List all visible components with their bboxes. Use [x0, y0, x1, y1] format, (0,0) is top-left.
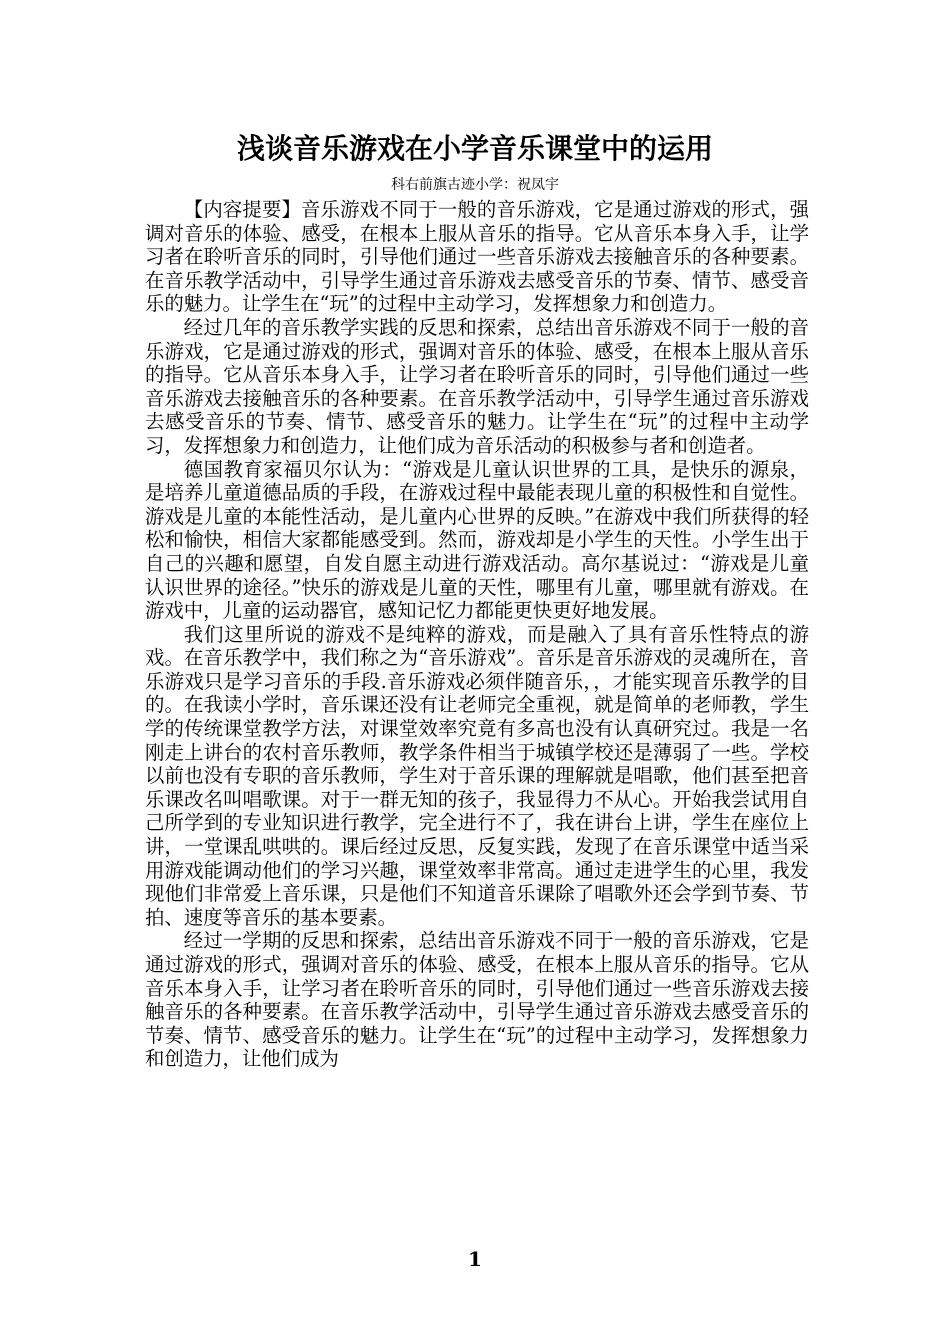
paragraph-abstract: 【内容提要】音乐游戏不同于一般的音乐游戏，它是通过游戏的形式，强调对音乐的体验、感受，在根本上服从音乐的指导。它从音乐本身入手，让学习者在聆听音乐的同时，引导他们通过一些音乐游戏去接触音乐的各种要素。在音乐教学活动中，引导学生通过音乐游戏去感受音乐的节奏、情节、感受音乐的魅力。让学生在“玩”的过程中主动学习，发挥想象力和创造力。 [145, 198, 809, 316]
paragraph: 经过几年的音乐教学实践的反思和探索，总结出音乐游戏不同于一般的音乐游戏，它是通过游戏的形式，强调对音乐的体验、感受，在根本上服从音乐的指导。它从音乐本身入手，让学习者在聆听音乐的同时，引导他们通过一些音乐游戏去接触音乐的各种要素。在音乐教学活动中，引导学生通过音乐游戏去感受音乐的节奏、情节、感受音乐的魅力。让学生在“玩”的过程中主动学习，发挥想象力和创造力，让他们成为音乐活动的积极参与者和创造者。 [145, 315, 809, 457]
document-title: 浅谈音乐游戏在小学音乐课堂中的运用 [236, 132, 713, 165]
document-author: 科右前旗古迹小学：祝凤宇 [391, 177, 559, 193]
paragraph: 经过一学期的反思和探索，总结出音乐游戏不同于一般的音乐游戏，它是通过游戏的形式，强调对音乐的体验、感受，在根本上服从音乐的指导。它从音乐本身入手，让学习者在聆听音乐的同时，引导他们通过一些音乐游戏去接触音乐的各种要素。在音乐教学活动中，引导学生通过音乐游戏去感受音乐的节奏、情节、感受音乐的魅力。让学生在“玩”的过程中主动学习，发挥想象力和创造力，让他们成为 [145, 929, 809, 1071]
paragraph: 我们这里所说的游戏不是纯粹的游戏，而是融入了具有音乐性特点的游戏。在音乐教学中，我们称之为“音乐游戏”。音乐是音乐游戏的灵魂所在，音乐游戏只是学习音乐的手段.音乐游戏必须伴随音乐，，才能实现音乐教学的目的。在我读小学时，音乐课还没有让老师完全重视，就是简单的老师教，学生学的传统课堂教学方法，对课堂效率究竟有多高也没有认真研究过。我是一名刚走上讲台的农村音乐教师，教学条件相当于城镇学校还是薄弱了一些。学校以前也没有专职的音乐教师，学生对于音乐课的理解就是唱歌，他们甚至把音乐课改名叫唱歌课。对于一群无知的孩子，我显得力不从心。开始我尝试用自己所学到的专业知识进行教学，完全进行不了，我在讲台上讲，学生在座位上讲，一堂课乱哄哄的。课后经过反思，反复实践，发现了在音乐课堂中适当采用游戏能调动他们的学习兴趣，课堂效率非常高。通过走进学生的心里，我发现他们非常爱上音乐课，只是他们不知道音乐课除了唱歌外还会学到节奏、节拍、速度等音乐的基本要素。 [145, 622, 809, 929]
document-body [145, 198, 809, 1071]
paragraph: 德国教育家福贝尔认为：“游戏是儿童认识世界的工具，是快乐的源泉，是培养儿童道德品质的手段，在游戏过程中最能表现儿童的积极性和自觉性。游戏是儿童的本能性活动，是儿童内心世界的反映。”在游戏中我们所获得的轻松和愉快，相信大家都能感受到。然而，游戏却是小学生的天性。小学生出于自己的兴趣和愿望，自发自愿主动进行游戏活动。高尔基说过：“游戏是儿童认识世界的途径。”快乐的游戏是儿童的天性，哪里有儿童，哪里就有游戏。在游戏中，儿童的运动器官，感知记忆力都能更快更好地发展。 [145, 457, 809, 623]
page-number: 1 [468, 1247, 482, 1271]
